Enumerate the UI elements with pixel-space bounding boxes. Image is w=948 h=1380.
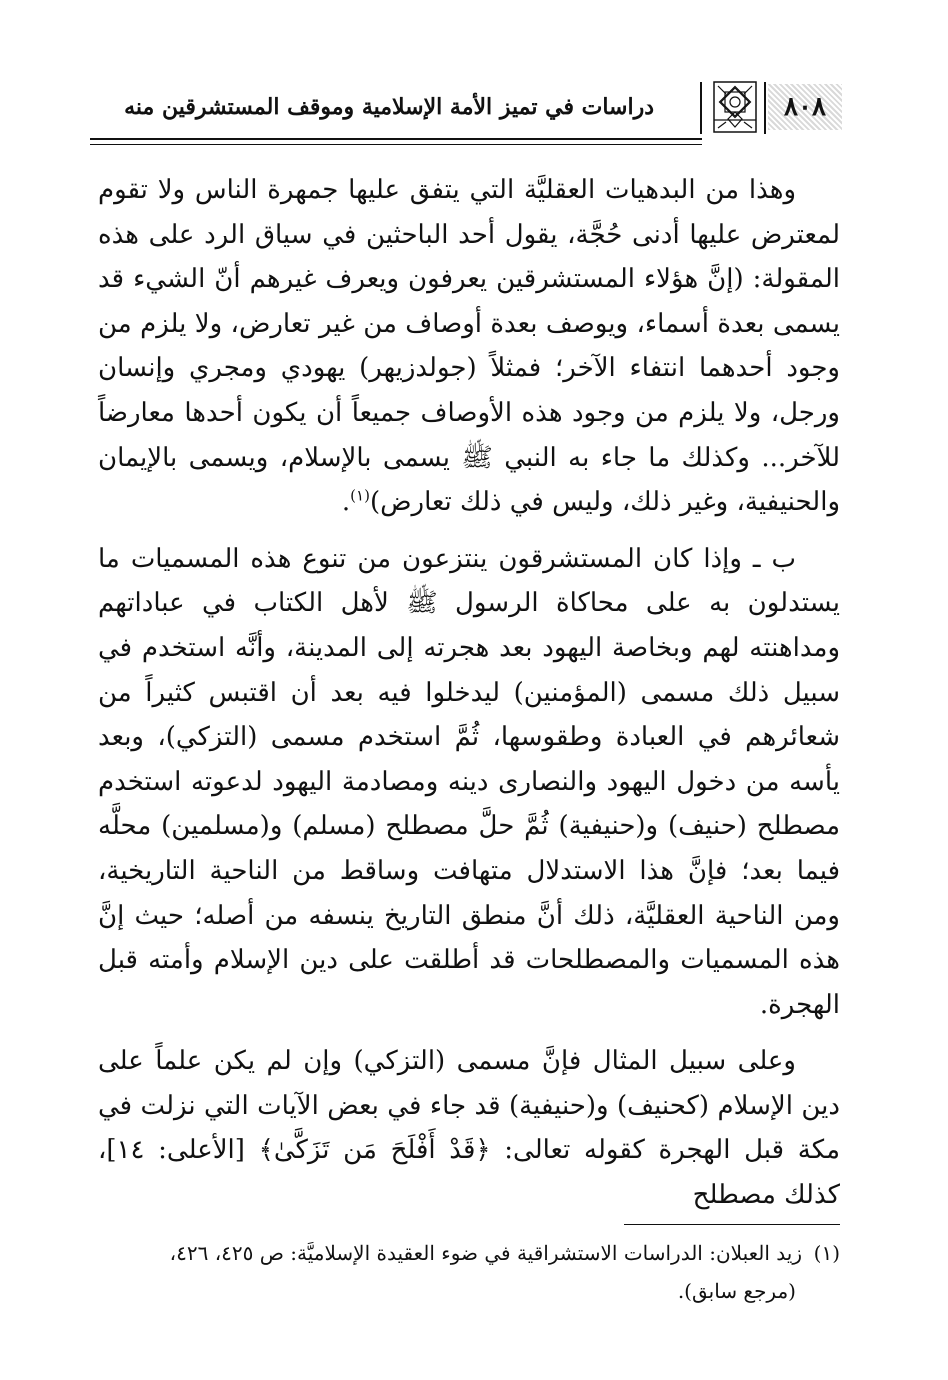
running-title: دراسات في تميز الأمة الإسلامية وموقف المستشرقين منه — [124, 94, 654, 120]
body-text — [98, 168, 840, 1218]
paragraph-text: وهذا من البدهيات العقليَّة التي يتفق عليها جمهرة الناس ولا تقوم لمعترض عليها أدنى حُجَّة، يقول أحد الباحثين في سياق الرد على هذه المقولة: (إنَّ هؤلاء المستشرقين يعرفون ويعرف غيرهم أنّ الشيء قد يسمى بعدة أسماء، ويوصف بعدة أوصاف من غير تعارض، ولا يلزم من وجود أحدهما انتفاء الآخر؛ فمثلاً (جولدزيهر) يهودي ومجري وإنسان ورجل، ولا يلزم من وجود هذه الأوصاف جميعاً أن يكون أحدها معارضاً للآخر... وكذلك ما جاء به النبي ﷺ يسمى بالإسلام، ويسمى بالإيمان والحنيفية، وغير ذلك، وليس في ذلك تعارض) — [98, 175, 840, 518]
page-number: ٨٠٨ — [784, 92, 826, 122]
footnote-reference[interactable]: (١) — [350, 486, 370, 505]
footnote-rule — [624, 1224, 840, 1225]
header-rule-thin — [90, 144, 702, 145]
footnote-line: (مرجع سابق). — [677, 1279, 796, 1303]
paragraph: وعلى سبيل المثال فإنَّ مسمى (التزكي) وإن لم يكن علماً على دين الإسلام (كحنيف) و(حنيفية) قد جاء في بعض الآيات التي نزلت في مكة قبل الهجرة كقوله تعالى: ﴿قَدْ أَفْلَحَ مَن تَزَكَّىٰ﴾ [الأعلى: ١٤]، كذلك مصطلح — [98, 1046, 840, 1211]
paragraph: ب ـ وإذا كان المستشرقون ينتزعون من تنوع هذه المسميات ما يستدلون به على محاكاة الرسول ﷺ لأهل الكتاب في عباداتهم ومداهنته لهم وبخاصة اليهود بعد هجرته إلى المدينة، وأنَّه استخدم في سبيل ذلك مسمى (المؤمنين) ليدخلوا فيه بعد أن اقتبس كثيراً من شعائرهم في العبادة وطقوسها، ثُمَّ استخدم مسمى (التزكي)، وبعد يأسه من دخول اليهود والنصارى دينه ومصادمة اليهود لدعوته استخدم مصطلح (حنيف) و(حنيفية) ثُمَّ حلَّ مصطلح (مسلم) و(مسلمين) محلَّه فيما بعد؛ فإنَّ هذا الاستدلال متهافت وساقط من الناحية التاريخية، ومن الناحية العقليَّة، ذلك أنَّ منطق التاريخ ينسفه من أصله؛ حيث إنَّ هذه المسميات والمصطلحات قد أطلقت على دين الإسلام وأمته قبل الهجرة. — [98, 543, 840, 1020]
header-divider — [764, 82, 766, 134]
page-header — [90, 78, 842, 140]
footnote-number: (١) — [813, 1241, 840, 1265]
footnote-line — [98, 1234, 840, 1272]
paragraph — [98, 168, 840, 525]
page-number-box — [768, 84, 842, 130]
paragraph-end: . — [341, 487, 351, 518]
footnote — [98, 1234, 840, 1310]
footnote-text: زيد العبلان: الدراسات الاستشراقية في ضوء العقيدة الإسلاميَّة: ص ٤٢٥، ٤٢٦، — [169, 1241, 802, 1265]
header-divider — [700, 82, 702, 134]
geometric-ornament-icon — [712, 80, 758, 134]
header-rule — [90, 138, 702, 140]
